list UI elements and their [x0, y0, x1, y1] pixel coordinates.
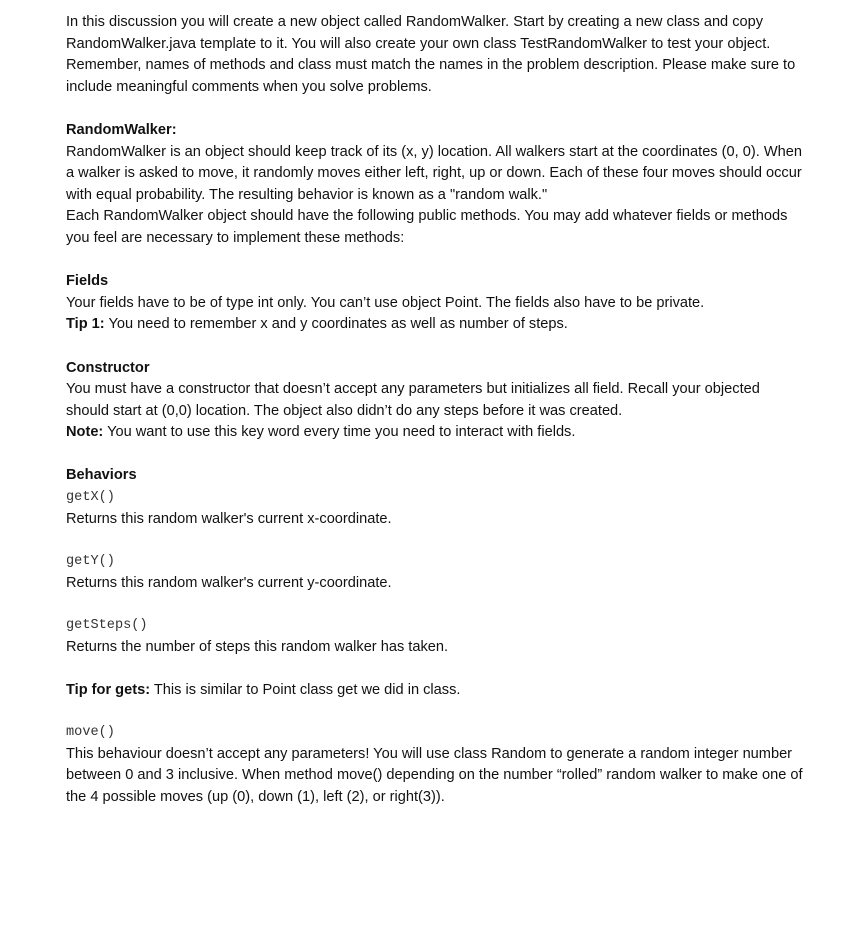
- random-walker-description: RandomWalker is an object should keep track of its (x, y) location. All walkers start at the coordinates (0, 0). When a walker is asked to move, it randomly moves either left, right, up or down. Each of these four moves should occur with equal probability. The resulting behavior is known as a "random walk.": [66, 143, 802, 203]
- intro-paragraph: In this discussion you will create a new object called RandomWalker. Start by creating a new class and copy RandomWalker.java template to it. You will also create your own class TestRandomWalker to test your object. Remember, names of methods and class must match the names in the problem description. Please make sure to include meaningful comments when you solve problems.: [66, 14, 796, 95]
- getsteps-description: Returns the number of steps this random walker has taken.: [66, 639, 449, 656]
- move-description: This behaviour doesn’t accept any parameters! You will use class Random to generate a random integer number between 0 and 3 inclusive. When method move() depending on the number “rolled” random walker to make one of the 4 possible moves (up (0), down (1), left (2), or right(3)).: [66, 745, 803, 805]
- getsteps-signature: getSteps(): [66, 618, 148, 634]
- getx-description: Returns this random walker's current x-coordinate.: [66, 510, 392, 527]
- random-walker-heading: RandomWalker:: [66, 121, 177, 138]
- random-walker-methods-intro: Each RandomWalker object should have the following public methods. You may add whatever fields or methods you feel are necessary to implement these methods:: [66, 208, 788, 246]
- tip-for-gets-label: Tip for gets:: [66, 681, 151, 698]
- constructor-description: You must have a constructor that doesn’t accept any parameters but initializes all field. Recall your objected should start at (0,0) location. The object also didn’t do any steps before it was created.: [66, 381, 760, 419]
- tip-for-gets-text: This is similar to Point class get we did in class.: [150, 681, 461, 698]
- gety-signature: getY(): [66, 554, 115, 570]
- constructor-note: [66, 422, 806, 444]
- fields-tip-label: Tip 1:: [66, 316, 105, 333]
- fields-tip-text: You need to remember x and y coordinates as well as number of steps.: [104, 316, 568, 333]
- document-page: [66, 12, 806, 809]
- gety-description: Returns this random walker's current y-coordinate.: [66, 574, 392, 591]
- constructor-note-label: Note:: [66, 424, 104, 441]
- tip-for-gets: [66, 680, 806, 702]
- getx-signature: getX(): [66, 490, 115, 506]
- constructor-heading: Constructor: [66, 359, 150, 376]
- move-signature: move(): [66, 725, 115, 741]
- fields-tip: [66, 314, 806, 336]
- fields-heading: Fields: [66, 273, 109, 290]
- behaviors-heading: Behaviors: [66, 467, 137, 484]
- fields-description: Your fields have to be of type int only. You can’t use object Point. The fields also have to be private.: [66, 294, 705, 311]
- constructor-note-text: You want to use this key word every time you need to interact with fields.: [103, 424, 576, 441]
